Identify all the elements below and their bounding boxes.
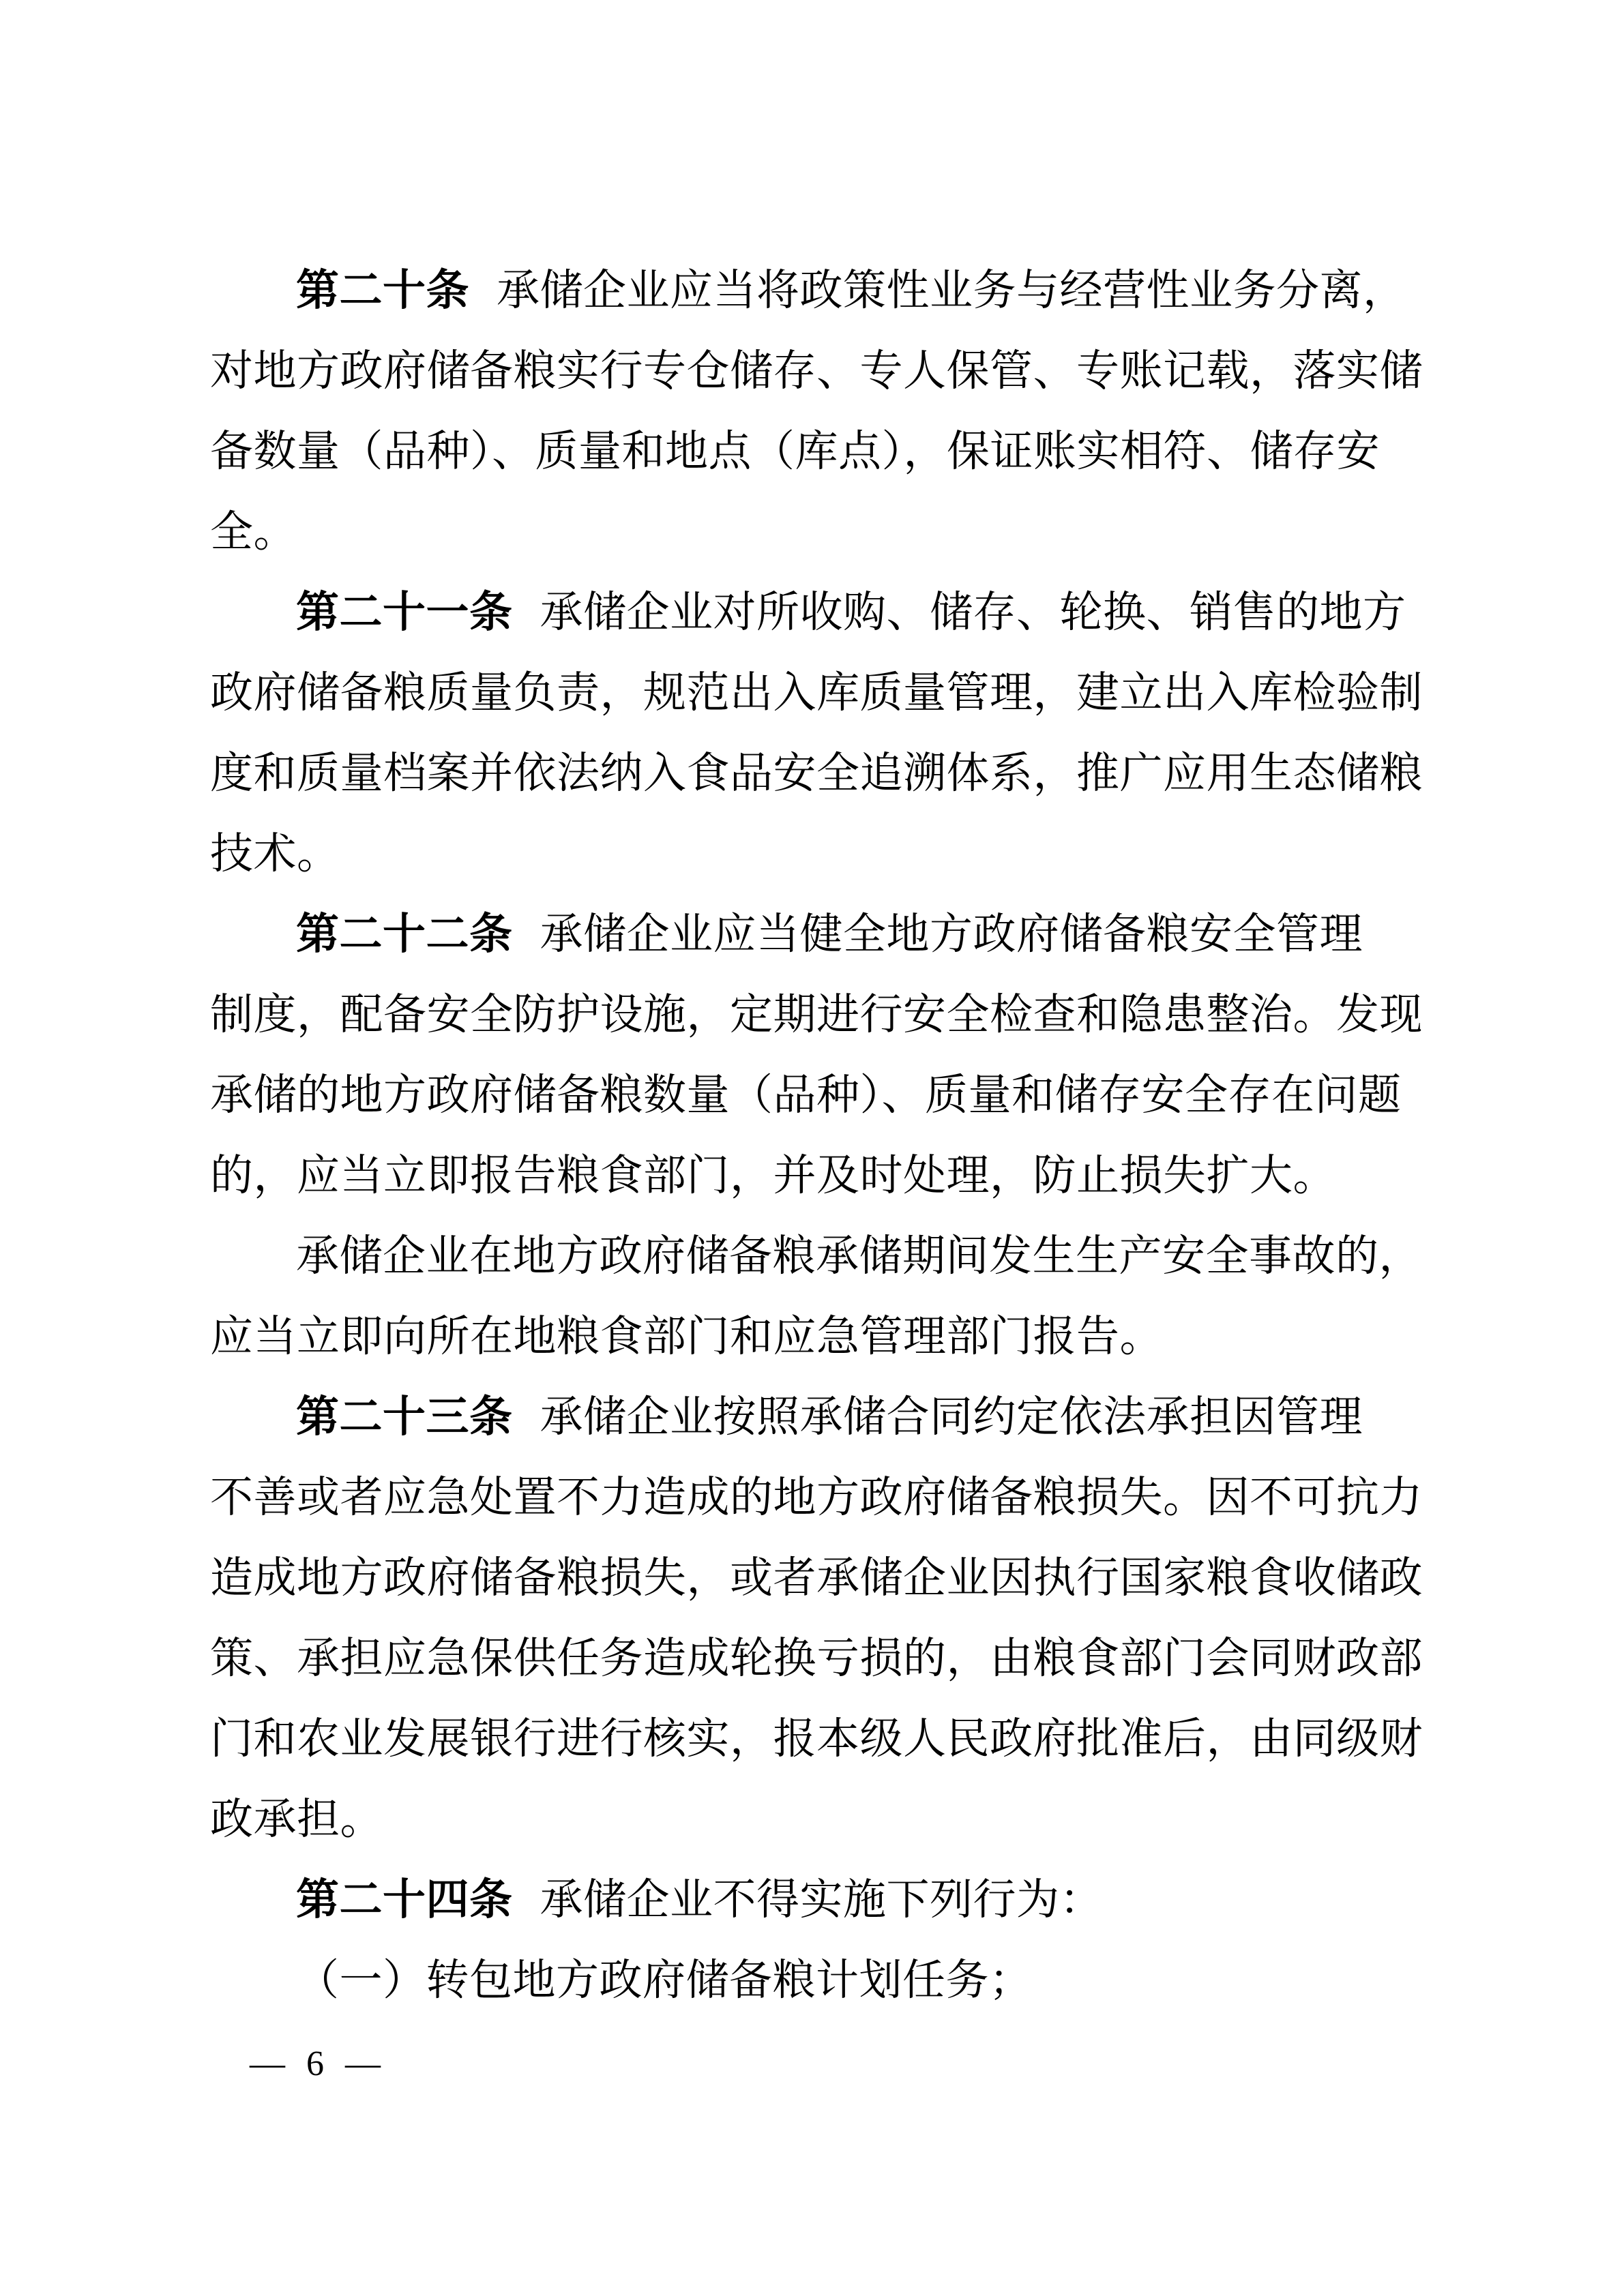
line-text: 政承担。 — [210, 1795, 383, 1843]
line-text: 度和质量档案并依法纳入食品安全追溯体系，推广应用生态储粮 — [210, 749, 1423, 797]
line-text: （一）转包地方政府储备粮计划任务； — [296, 1956, 1033, 2004]
text-line — [210, 653, 1423, 733]
text-line — [210, 1377, 1416, 1457]
article-number: 第二十四条 — [296, 1876, 513, 1924]
line-text: 不善或者应急处置不力造成的地方政府储备粮损失。因不可抗力 — [210, 1474, 1423, 1521]
text-line — [210, 1135, 1416, 1216]
article-number: 第二十二条 — [296, 910, 513, 958]
line-text: 制度，配备安全防护设施，定期进行安全检查和隐患整治。发现 — [210, 991, 1423, 1039]
line-text: 的，应当立即报告粮食部门，并及时处理，防止损失扩大。 — [210, 1152, 1336, 1199]
line-text: 策、承担应急保供任务造成轮换亏损的，由粮食部门会同财政部 — [210, 1635, 1423, 1682]
text-line — [210, 572, 1416, 653]
line-text: 技术。 — [210, 830, 340, 878]
line-text: 承储企业应当健全地方政府储备粮安全管理 — [540, 910, 1363, 958]
line-text: 应当立即向所在地粮食部门和应急管理部门报告。 — [210, 1313, 1163, 1360]
line-text: 承储的地方政府储备粮数量（品种）、质量和储存安全存在问题 — [210, 1071, 1402, 1119]
line-text: 承储企业在地方政府储备粮承储期间发生生产安全事故的， — [296, 1232, 1422, 1280]
line-text: 全。 — [210, 508, 297, 556]
text-line — [210, 1779, 1416, 1860]
text-line — [210, 492, 1416, 572]
text-line — [210, 1860, 1416, 1940]
text-line — [210, 733, 1423, 814]
text-line — [210, 1216, 1422, 1296]
article-number: 第二十条 — [296, 267, 469, 314]
text-line — [210, 894, 1416, 974]
line-text: 造成地方政府储备粮损失，或者承储企业因执行国家粮食收储政 — [210, 1554, 1423, 1602]
text-line — [210, 411, 1416, 492]
text-line — [210, 1699, 1423, 1779]
document-body — [210, 250, 1423, 2021]
text-line — [210, 1055, 1416, 1135]
text-line — [210, 1296, 1416, 1377]
article-number: 第二十三条 — [296, 1393, 513, 1441]
line-text: 门和农业发展银行进行核实，报本级人民政府批准后，由同级财 — [210, 1715, 1423, 1763]
text-line — [210, 1457, 1423, 1538]
text-line — [210, 1940, 1416, 2021]
line-text: 对地方政府储备粮实行专仓储存、专人保管、专账记载，落实储 — [210, 347, 1423, 395]
line-text: 承储企业应当将政策性业务与经营性业务分离， — [497, 267, 1406, 314]
page-footer — [250, 2043, 387, 2085]
text-line — [210, 974, 1423, 1055]
line-text: 承储企业按照承储合同约定依法承担因管理 — [540, 1393, 1363, 1441]
line-text: 承储企业对所收购、储存、轮换、销售的地方 — [540, 588, 1406, 636]
text-line — [210, 331, 1423, 411]
page-number: — 6 — — [250, 2044, 387, 2083]
text-line — [210, 814, 1416, 894]
line-text: 政府储备粮质量负责，规范出入库质量管理，建立出入库检验制 — [210, 669, 1423, 717]
text-line — [210, 1618, 1423, 1699]
text-line — [210, 1538, 1423, 1618]
text-line — [210, 250, 1416, 331]
line-text: 承储企业不得实施下列行为： — [540, 1876, 1103, 1924]
line-text: 备数量（品种）、质量和地点（库点），保证账实相符、储存安 — [210, 428, 1380, 475]
article-number: 第二十一条 — [296, 588, 513, 636]
